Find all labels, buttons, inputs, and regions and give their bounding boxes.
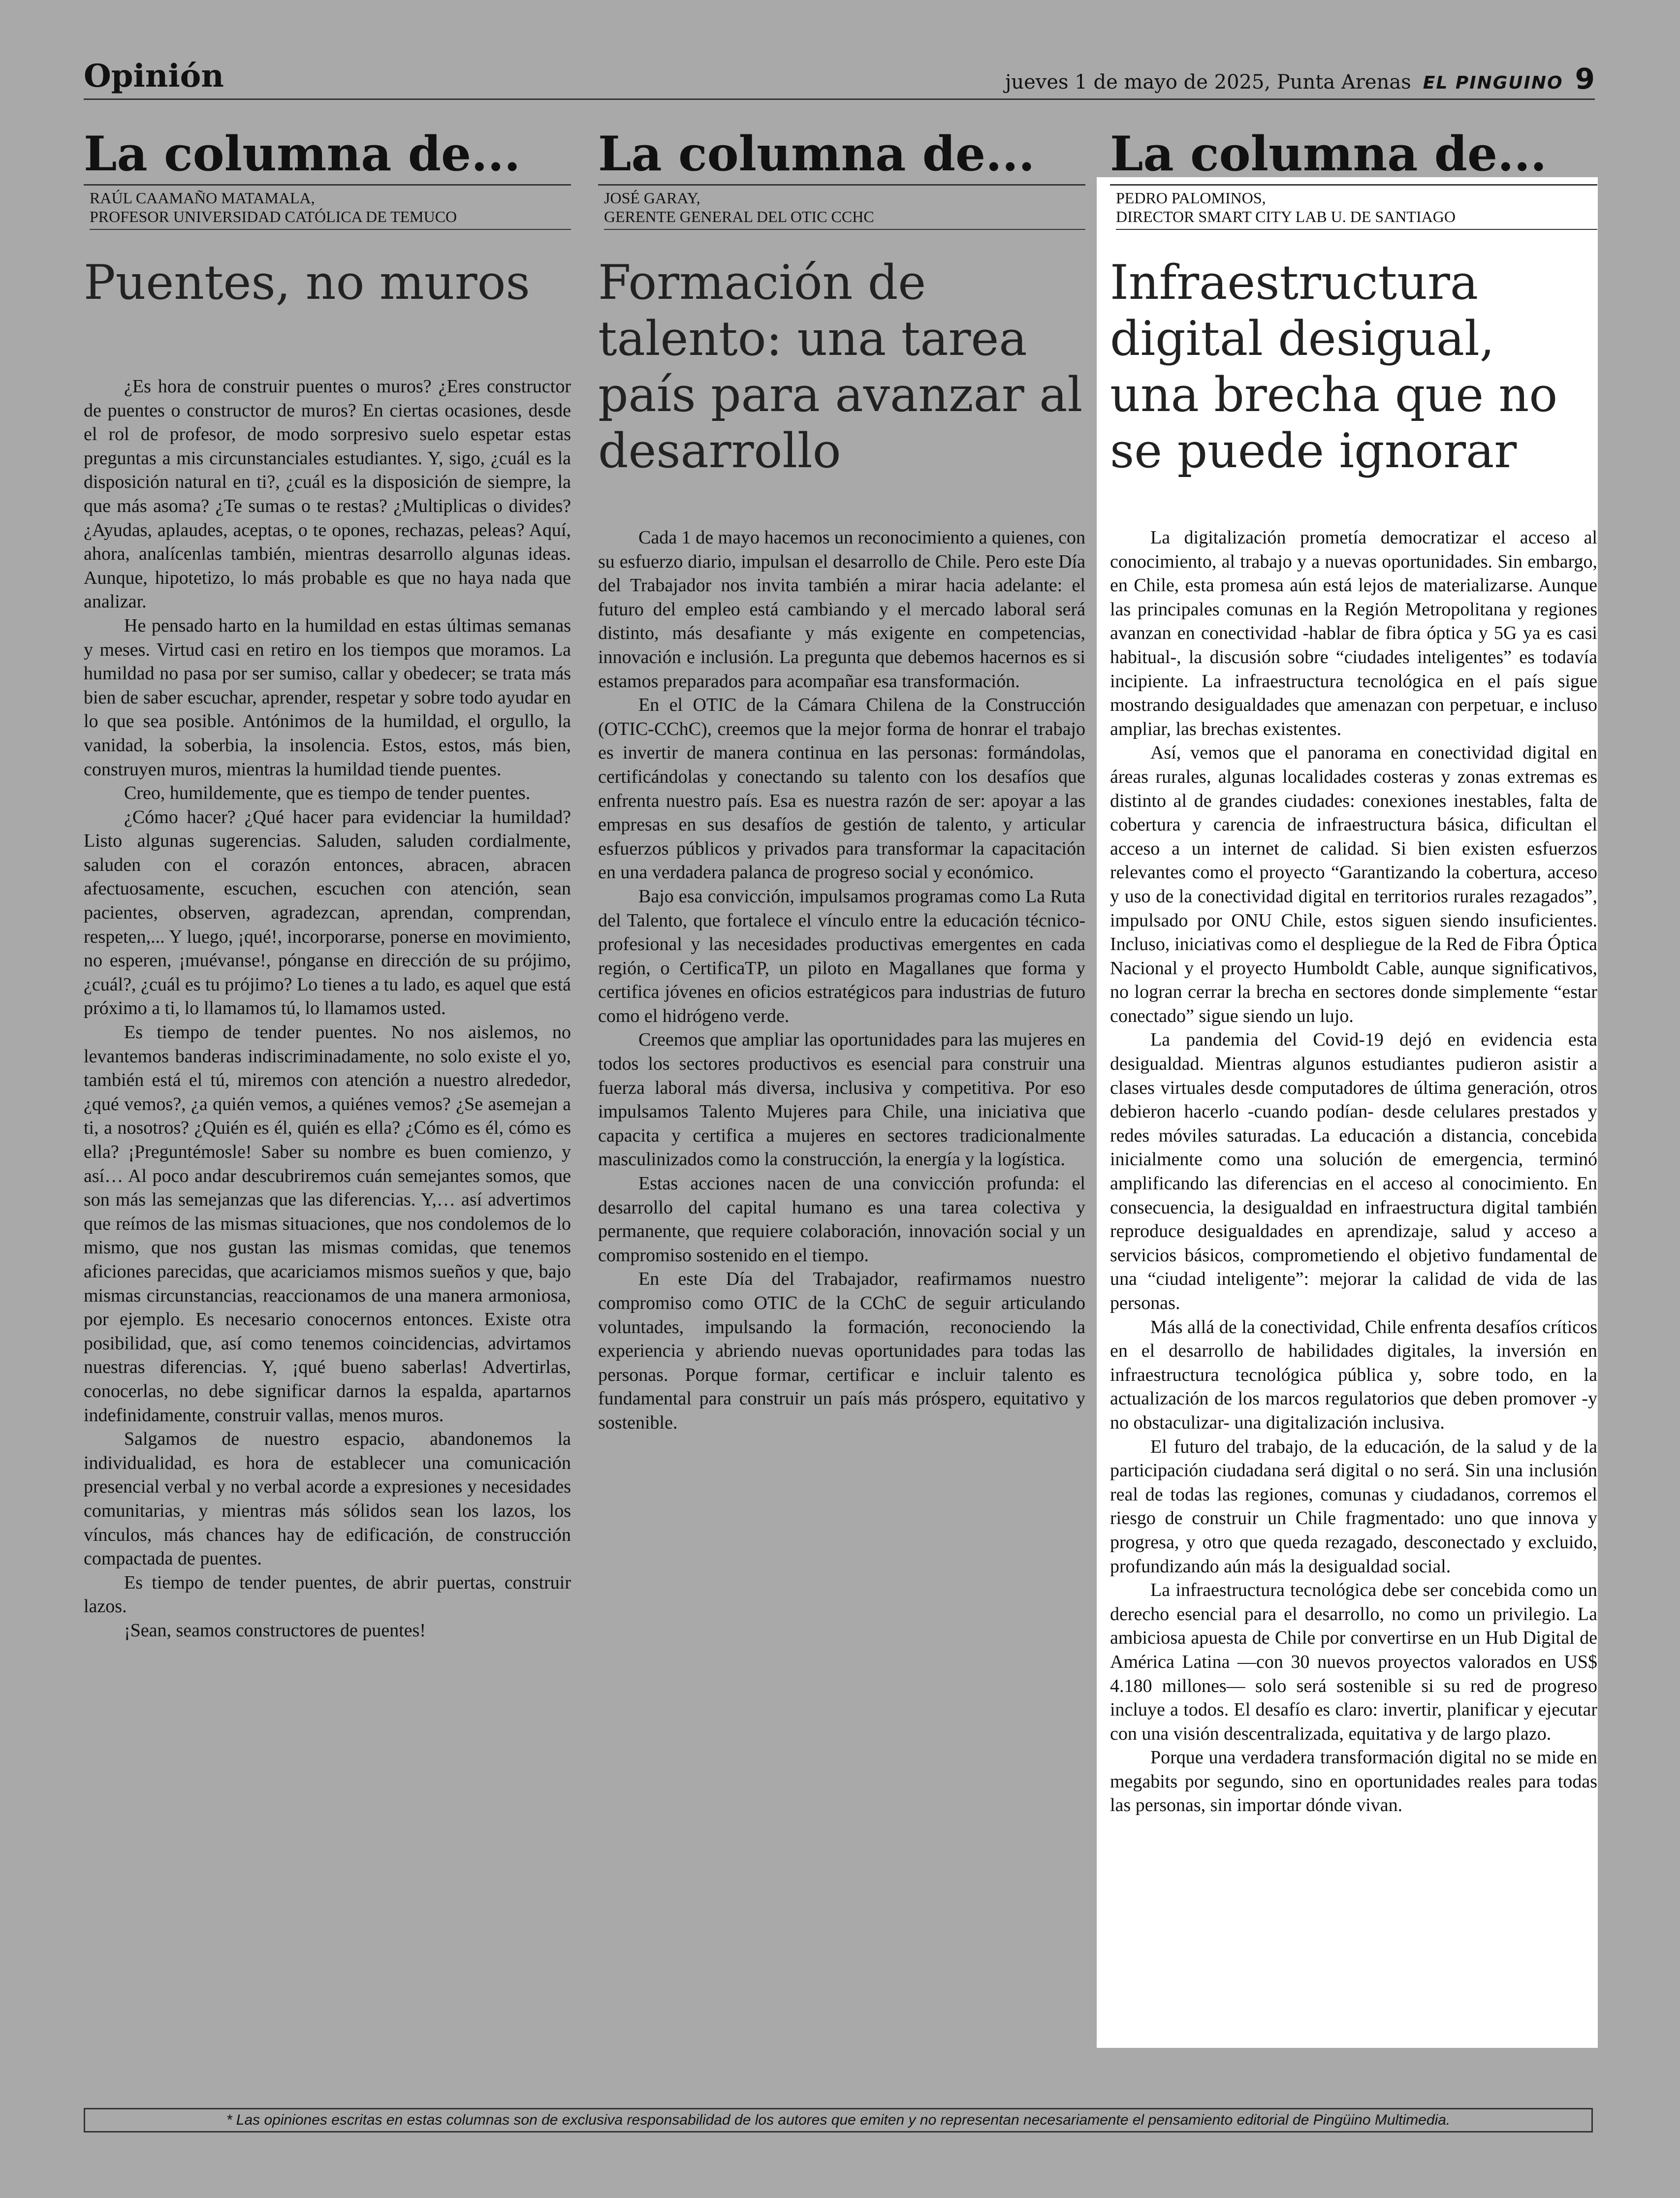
- article-headline: Puentes, no muros: [84, 255, 530, 310]
- paragraph: En este Día del Trabajador, reafirmamos nuestro compromiso como OTIC de la CChC de seguir articulando voluntades, impulsando la formación, reconociendo la experiencia y abriendo nuevas oportunidades para todas las personas. Porque formar, certificar e incluir talento es fundamental para construir un país más próspero, equitativo y sostenible.: [598, 1269, 1085, 1433]
- paragraph: Salgamos de nuestro espacio, abandonemos la individualidad, es hora de establecer una comunicación presencial verbal y no verbal acorde a expresiones y necesidades comunitarias, y mientras más sólidos sean los lazos, los vínculos, más chances hay de edificación, de construcción compactada de puentes.: [84, 1429, 571, 1569]
- paragraph: La infraestructura tecnológica debe ser concebida como un derecho esencial para el desarrollo, no como un privilegio. La ambiciosa apuesta de Chile por convertirse en un Hub Digital de América Latina —con 30 nuevos proyectos valorados en US$ 4.180 millones— solo será sostenible si su red de progreso incluye a todos. El desafío es claro: invertir, planificar y ejecutar con una visión descentralizada, equitativa y de largo plazo.: [1110, 1580, 1597, 1744]
- byline: [90, 186, 571, 230]
- article-body: [1110, 526, 1597, 1817]
- column-garay: [598, 126, 1085, 1435]
- paragraph: Es tiempo de tender puentes. No nos aislemos, no levantemos banderas indiscriminadamente, no solo existe el yo, también está el tú, miremos con atención a nuestro alrededor, ¿qué vemos?, ¿a quién vemos, a quiénes vemos? ¿Se asemejan a ti, a nosotros? ¿Quién es él, quién es ella? ¿Cómo es él, cómo es ella? ¡Preguntémosle! Saber su nombre es buen comienzo, y así… Al poco andar descubriremos cuán semejantes somos, que son más las semejanzas que las diferencias. Y,… así advertimos que reímos de las mismas situaciones, que nos condolemos de lo mismo, que nos gustan las mismas comidas, que tenemos aficiones parecidas, que acariciamos mismos sueños y que, bajo mismas circunstancias, reaccionamos de una manera armoniosa, por ejemplo. Es necesario conocernos entonces. Existe otra posibilidad, que, así como tenemos coincidencias, advirtamos nuestras diferencias. Y, ¡qué bueno saberlas! Advertirlas, conocerlas, no debe significar darnos la espalda, apartarnos indefinidamente, construir vallas, menos muros.: [84, 1022, 571, 1426]
- paragraph: Más allá de la conectividad, Chile enfrenta desafíos críticos en el desarrollo de habilidades digitales, la inversión en infraestructura tecnológica pública y, sobre todo, en la actualización de los marcos regulatorios que deben promover -y no obstaculizar- una digitalización inclusiva.: [1110, 1316, 1597, 1433]
- paragraph: Bajo esa convicción, impulsamos programas como La Ruta del Talento, que fortalece el vínculo entre la educación técnico-profesional y las necesidades productivas emergentes en cada región, o CertificaTP, un piloto en Magallanes que forma y certifica jóvenes en oficios estratégicos para industrias de futuro como el hidrógeno verde.: [598, 886, 1085, 1026]
- paragraph: En el OTIC de la Cámara Chilena de la Construcción (OTIC-CChC), creemos que la mejor forma de honrar el trabajo es invertir de manera continua en las personas: formándolas, certificándolas y conectando su talento con los desafíos que enfrenta nuestro país. Esa es nuestra razón de ser: apoyar a las empresas en sus desafíos de gestión de talento, y articular esfuerzos públicos y privados para transformar la capacitación en una verdadera palanca de progreso social y económico.: [598, 695, 1085, 883]
- paragraph: ¡Sean, seamos constructores de puentes!: [124, 1620, 426, 1641]
- author-name: PEDRO PALOMINOS,: [1116, 189, 1266, 207]
- author-role: PROFESOR UNIVERSIDAD CATÓLICA DE TEMUCO: [90, 208, 457, 225]
- column-palominos: [1110, 126, 1597, 1817]
- byline: [604, 186, 1085, 230]
- paragraph: Creemos que ampliar las oportunidades para las mujeres en todos los sectores productivos es esencial para construir una fuerza laboral más diversa, inclusiva y competitiva. Por eso impulsamos Talento Mujeres para Chile, una iniciativa que capacita y certifica a mujeres en sectores tradicionalmente masculinizados como la construcción, la energía y la logística.: [598, 1029, 1085, 1170]
- column-kicker: La columna de...: [598, 126, 1085, 186]
- header-right: [1005, 62, 1595, 96]
- paragraph: Creo, humildemente, que es tiempo de tender puentes.: [124, 783, 531, 804]
- masthead-logo: EL PINGUINO: [1423, 73, 1563, 93]
- paragraph: ¿Cómo hacer? ¿Qué hacer para evidenciar la humildad? Listo algunas sugerencias. Saluden, saluden cordialmente, saluden con el corazón entonces, abracen, abracen afectuosamente, escuchen, escuchen con atención, sean pacientes, observen, agradezcan, aprendan, comprendan, respeten,... Y luego, ¡qué!, incorporarse, ponerse en movimiento, no esperen, ¡muévanse!, pónganse en dirección de su prójimo, ¿cuál?, ¿cuál es tu prójimo? Lo tienes a tu lado, es aquel que está próximo a ti, lo llamamos tú, lo llamamos usted.: [84, 806, 571, 1019]
- paragraph: He pensado harto en la humildad en estas últimas semanas y meses. Virtud casi en retiro en los tiempos que moramos. La humildad no pasa por ser sumiso, callar y obedecer; se trata más bien de saber escuchar, aprender, respetar y sobre todo ayudar en lo que sea posible. Antónimos de la humildad, el orgullo, la vanidad, la soberbia, la insolencia. Estos, estos, más bien, construyen muros, mientras la humildad tiende puentes.: [84, 615, 571, 780]
- paragraph: Porque una verdadera transformación digital no se mide en megabits por segundo, sino en oportunidades reales para todas las personas, sin importar dónde vivan.: [1110, 1747, 1597, 1816]
- article-body: [598, 526, 1085, 1435]
- paragraph: Estas acciones nacen de una convicción profunda: el desarrollo del capital humano es una tarea colectiva y permanente, que requiere colaboración, innovación social y un compromiso sostenido en el tiempo.: [598, 1173, 1085, 1266]
- paragraph: La pandemia del Covid-19 dejó en evidencia esta desigualdad. Mientras algunos estudiantes pudieron asistir a clases virtuales desde computadores de última generación, otros debieron hacerlo -cuando podían- desde celulares prestados y redes móviles saturadas. La educación a distancia, concebida inicialmente como una solución de emergencia, terminó amplificando las diferencias en el acceso al conocimiento. En consecuencia, la desigualdad en infraestructura digital también reproduce desigualdades en aprendizaje, salud y acceso a servicios básicos, comprometiendo el objetivo fundamental de una “ciudad inteligente”: mejorar la calidad de vida de las personas.: [1110, 1029, 1597, 1313]
- page-number: 9: [1575, 62, 1595, 96]
- page-header: [84, 59, 1595, 100]
- column-caamano: [84, 126, 571, 1642]
- paragraph: Cada 1 de mayo hacemos un reconocimiento a quienes, con su esfuerzo diario, impulsan el desarrollo de Chile. Pero este Día del Trabajador nos invita también a mirar hacia adelante: el futuro del empleo está cambiando y el mercado laboral será distinto, más desafiante y más exigente en competencias, innovación e inclusión. La pregunta que debemos hacernos es si estamos preparados para acompañar esa transformación.: [598, 527, 1085, 692]
- article-body: [84, 375, 571, 1642]
- article-headline: Infraestructura digital desigual, una brecha que no se puede ignorar: [1110, 255, 1558, 478]
- paragraph: El futuro del trabajo, de la educación, de la salud y de la participación ciudadana será digital o no será. Sin una inclusión real de todas las regiones, comunas y ciudadanos, corremos el riesgo de construir un Chile fragmentado: uno que innova y progresa, y otro que queda rezagado, desconectado y excluido, profundizando aún más la desigualdad social.: [1110, 1436, 1597, 1577]
- column-kicker: La columna de...: [84, 126, 571, 186]
- author-name: RAÚL CAAMAÑO MATAMALA,: [90, 189, 315, 207]
- author-role: DIRECTOR SMART CITY LAB U. DE SANTIAGO: [1116, 208, 1456, 225]
- publication-date: jueves 1 de mayo de 2025, Punta Arenas: [1005, 71, 1411, 94]
- section-label: Opinión: [84, 58, 224, 95]
- paragraph: La digitalización prometía democratizar el acceso al conocimiento, al trabajo y a nuevas oportunidades. Sin embargo, en Chile, esta promesa aún está lejos de materializarse. Aunque las principales comunas en la Región Metropolitana y regiones avanzan en conectividad -hablar de fibra óptica y 5G ya es casi habitual-, la discusión sobre “ciudades inteligentes” es todavía incipiente. La infraestructura tecnológica en el país sigue mostrando desigualdades que amenazan con perpetuar, e incluso ampliar, las brechas existentes.: [1110, 527, 1597, 739]
- paragraph: Así, vemos que el panorama en conectividad digital en áreas rurales, algunas localidades costeras y zonas extremas es distinto al de grandes ciudades: conexiones inestables, falta de cobertura y carencia de infraestructura básica, dificultan el acceso a un internet de calidad. Si bien existen esfuerzos relevantes como el proyecto “Garantizando la cobertura, acceso y uso de la conectividad digital en territorios rurales rezagados”, impulsado por ONU Chile, estos siguen siendo insuficientes. Incluso, iniciativas como el despliegue de la Red de Fibra Óptica Nacional y el proyecto Humboldt Cable, aunque significativos, no logran cerrar la brecha en sectores donde simplemente “estar conectado” sigue siendo un lujo.: [1110, 742, 1597, 1026]
- disclaimer-note: * Las opiniones escritas en estas columnas son de exclusiva responsabilidad de los autores que emiten y no representan necesariamente el pensamiento editorial de Pingüino Multimedia.: [84, 2108, 1593, 2133]
- article-headline: Formación de talento: una tarea país para avanzar al desarrollo: [598, 255, 1083, 478]
- author-role: GERENTE GENERAL DEL OTIC CCHC: [604, 208, 874, 225]
- column-kicker: La columna de...: [1110, 126, 1597, 186]
- author-name: JOSÉ GARAY,: [604, 189, 700, 207]
- paragraph: ¿Es hora de construir puentes o muros? ¿Eres constructor de puentes o constructor de muros? En ciertas ocasiones, desde el rol de profesor, de modo sorpresivo suelo espetar estas preguntas a mis circunstanciales estudiantes. Y, sigo, ¿cuál es la disposición natural en ti?, ¿cuál es la disposición de siempre, la que más asoma? ¿Te sumas o te restas? ¿Multiplicas o divides? ¿Ayudas, aplaudes, aceptas, o te opones, rechazas, peleas? Aquí, ahora, analícenlas también, mientras desarrollo algunas ideas. Aunque, hipotetizo, lo más probable es que no haya nada que analizar.: [84, 376, 571, 612]
- paragraph: Es tiempo de tender puentes, de abrir puertas, construir lazos.: [84, 1572, 571, 1617]
- byline: [1116, 186, 1597, 230]
